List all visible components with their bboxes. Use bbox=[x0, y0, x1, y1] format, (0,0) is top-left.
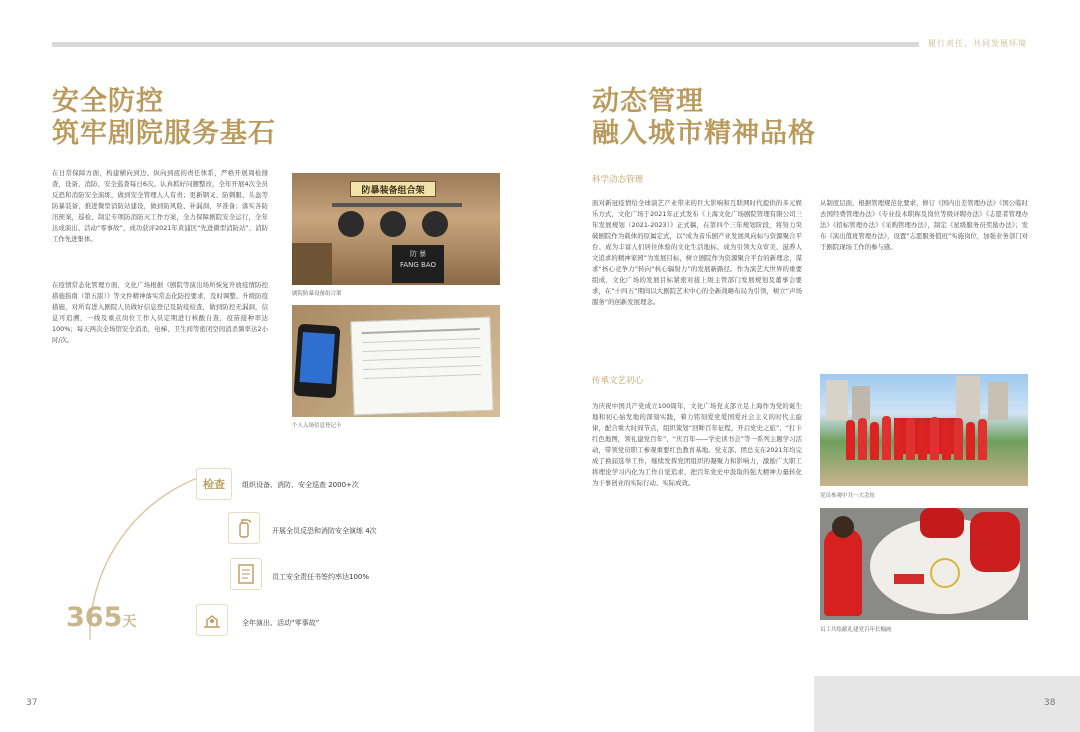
right-para-rules: 从制度层面，根据管理规范化要求，修订《国内出差管理办法》《国公临时去国经费管理办法》《专业技术职称及岗位等级评聘办法》《志愿者管理办法》《招标管理办法》《采购管理办法》，制定《星级服务员奖励办法》；发布《演出值班管理办法》，设置“志愿服务值班”实施岗位，加强业务部门对于剧院现场工作的参与感。 bbox=[820, 199, 1028, 251]
right-title-line1: 动态管理 bbox=[592, 86, 704, 117]
left-title-line1: 安全防控 bbox=[52, 86, 164, 117]
safety-worker-icon bbox=[196, 604, 228, 636]
page-number-right: 38 bbox=[1044, 698, 1056, 708]
right-para-planning: 面对新冠疫情给全球演艺产业带来的巨大影响和互联网时代提供的多元娱乐方式，文化广场于2021年正式发布《上海文化广场剧院管理有限公司三年发展规划（2021-2023）》正式稿，在第四个三年规划阶段，将努力突破剧院作为载体的原属定式，以“成为音乐剧产业发展风向标与资源聚合平台、成为丰富人们居住体验的文化生活地标、成为引领大众审美、滋养人文追求的精神家园”为发展目标，树立剧院作为资源聚合平台的新理念，谋求“核心竞争力”转向“核心辐射力”的发展新路径。作为演艺大世界的重要组成，文化广场的发展目标紧密对接上级主管部门发展规划及董事会要求，在“十四五”期间以大剧院艺术中心的全新战略布局为引领，树立“声场服务”的创新发展理念。 bbox=[592, 199, 802, 306]
caption-group: 党员参观中共一大会址 bbox=[820, 493, 876, 499]
document-icon bbox=[230, 558, 262, 590]
shield-sign: 防 暴 FANG BAO bbox=[392, 245, 444, 283]
left-para-safety: 在日常保障方面，构建横向到边、纵向到底的责任体系，严格开展周检排查，设备、消防、安全巡查每日6次。认真抓好问题整改，全年开展4次全员反恐和消防安全演练，做到安全管理人人有责；更新钢叉、防刺服、头盔等防暴装备，推进微型消防站建设，做到防风险、补漏洞、早准备；落实各防汛预案，巡检、制定专项防消防灭工作方案，全力保障剧院安全运行，全年达成演出、活动“零事故”，成功获评2021年黄浦区“先进微型消防站”、消防工作先进集体。 bbox=[52, 169, 268, 243]
stat-responsibility: 员工安全责任书签约率达100% bbox=[272, 573, 370, 581]
left-para-epidemic: 在疫情常态化管理方面，文化广场根据《剧院等演出场所恢复开放疫情防控措施指南（第五版）》等文件精神落实常态化防控要求，及时调整、升级防疫措施，对所有进入剧院人员做好信息登记及防疫检查，做到防控无漏洞，信息可追溯，一线及重点岗位工作人员定期进行核酸自查，疫苗接种率达100%；每天两次全场馆安全消杀，电梯、卫生间等密闭空间消杀频率达2小时/次。 bbox=[52, 281, 268, 344]
painting-photo bbox=[820, 508, 1028, 620]
stat-zero-accident: 全年演出、活动“零事故” bbox=[242, 619, 320, 627]
header-tag: 履行责任，共同发展环境 bbox=[928, 39, 1027, 48]
right-para-party: 为庆祝中国共产党成立100周年，文化广场党支部立足上海作为党的诞生地和初心始发地的深刻实践，着力铭刻爱党爱国爱社会主义的时代主旋律，配合重大时间节点，组织策划“回眸百年征程，开启党史之旅”、“打卡红色地图，领礼建党百年”、“庆百年——学史读书会”等一系列主题学习活动，带领党员职工参观重要红色教育基地。党支部、团总支在2021年均完成了换届选举工作，继续发挥党团组织的凝聚力和影响力，激励广大职工将理论学习内化为工作自觉追求，把百年党史中汲取的强大精神力量转化为干事创业的实际行动、实际成效。 bbox=[592, 402, 802, 487]
fire-extinguisher-icon bbox=[228, 512, 260, 544]
big-365-days bbox=[66, 602, 136, 633]
stat-drills: 开展全员反恐和消防安全演练 4次 bbox=[272, 527, 377, 535]
subhead-art-heritage: 传承文艺初心 bbox=[592, 376, 644, 386]
right-title bbox=[592, 86, 816, 150]
left-title-line2: 筑牢剧院服务基石 bbox=[52, 118, 276, 149]
check-label: 检查 bbox=[203, 478, 225, 491]
caption-painting: 员工共绘献礼建党百年长幅画 bbox=[820, 627, 892, 633]
caption-registration: 个人入场信息登记卡 bbox=[292, 423, 342, 429]
caption-rack: 剧院防暴设备组合架 bbox=[292, 291, 342, 297]
rack-sign: 防暴装备组合架 bbox=[350, 181, 436, 197]
big-unit: 天 bbox=[122, 614, 137, 630]
footer-grey-block bbox=[814, 676, 1080, 732]
page-number-left: 37 bbox=[26, 698, 38, 708]
check-icon-box bbox=[196, 468, 232, 500]
group-photo bbox=[820, 374, 1028, 486]
subhead-dynamic-management: 科学动态管理 bbox=[592, 175, 644, 185]
stat-inspections: 组织设备、消防、安全巡查 2000+次 bbox=[242, 481, 359, 489]
right-title-line2: 融入城市精神品格 bbox=[592, 118, 816, 149]
big-number: 365 bbox=[66, 602, 123, 633]
